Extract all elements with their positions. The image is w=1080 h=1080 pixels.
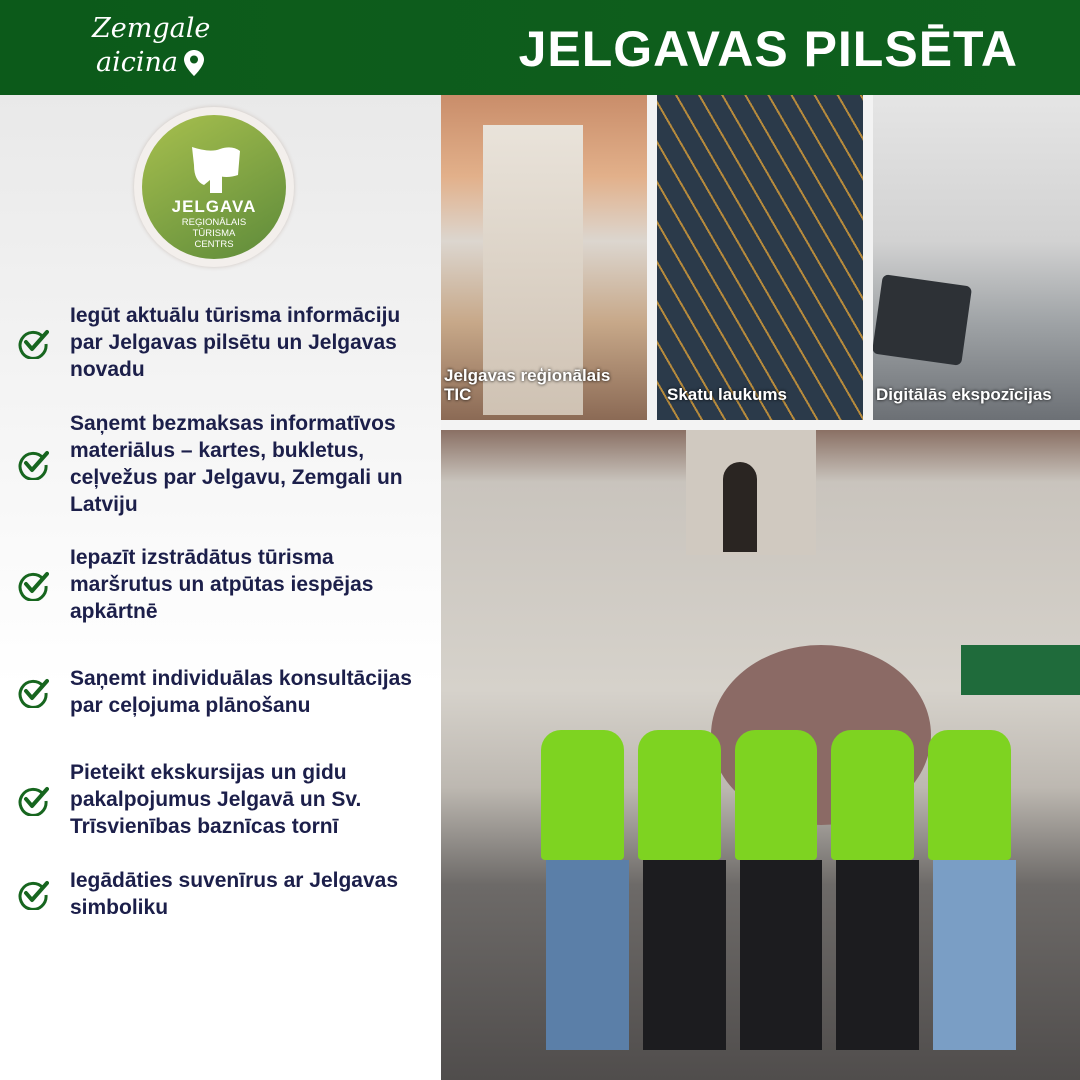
service-item [0,867,441,921]
check-circle-icon [17,448,49,480]
logo-name: JELGAVA [171,197,257,216]
photo-viewing-platform [657,95,863,420]
service-text: Saņemt individuālas konsultācijas par ceļojuma plānošanu [70,666,412,717]
service-item [0,544,441,625]
service-text: Pieteikt ekskursijas un gidu pakalpojumus Jelgavā un Sv. Trīsvienības baznīcas tornī [70,761,362,838]
header-bar [0,0,1080,95]
tower-flag-icon [190,145,242,193]
photo-digital-exhibition [873,95,1080,420]
photo-caption: Skatu laukums [667,385,787,404]
service-text: Iepazīt izstrādātus tūrisma maršrutus un atpūtas iespējas apkārtnē [70,546,374,623]
brand-line1: Zemgale [92,13,211,44]
logo-subtitle: REĢIONĀLAIS TŪRISMA CENTRS [181,217,247,250]
service-item [0,410,441,518]
check-circle-icon [17,784,49,816]
service-item [0,651,441,732]
check-circle-icon [17,676,49,708]
check-circle-icon [17,327,49,359]
service-text: Iegādāties suvenīrus ar Jelgavas simboliku [70,869,399,919]
check-circle-icon [17,878,49,910]
service-item [0,302,441,383]
service-item [0,759,441,840]
service-text: Iegūt aktuālu tūrisma informāciju par Jelgavas pilsētu un Jelgavas novadu [70,304,401,381]
page-title: JELGAVAS PILSĒTA [518,21,1018,77]
photo-tic-tower [441,95,647,420]
zemgale-aicina-logo [92,12,210,80]
brand-line2: aicina [96,47,178,78]
location-pin-icon [184,50,204,76]
jelgava-tic-logo [134,107,294,267]
photo-caption: Jelgavas reģionālais TIC [444,366,611,404]
photo-team [441,430,1080,1080]
service-text: Saņemt bezmaksas informatīvos materiālus – kartes, bukletus, ceļvežus par Jelgavu, Zemgali un Latviju [70,412,403,516]
check-circle-icon [17,569,49,601]
photo-caption: Digitālās ekspozīcijas [876,385,1052,404]
